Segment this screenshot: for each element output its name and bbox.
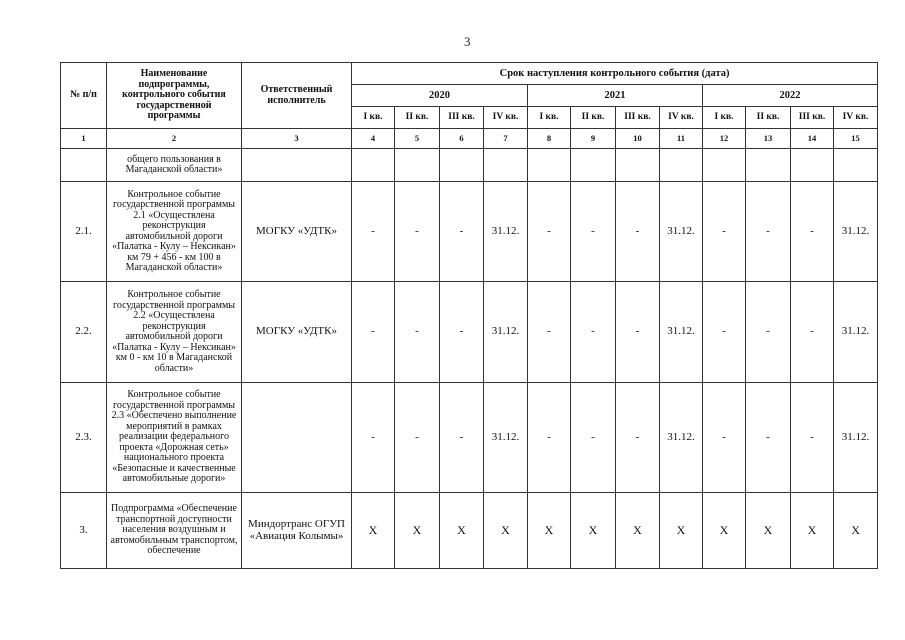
quarter-value: X: [571, 493, 616, 569]
column-index: 3: [242, 129, 352, 149]
quarter-value: [352, 149, 395, 182]
quarter-value: -: [528, 182, 571, 282]
row-responsible: [242, 149, 352, 182]
control-events-table: [60, 62, 878, 569]
quarter-value: [616, 149, 660, 182]
row-name: Контрольное событие государственной программы 2.1 «Осуществлена реконструкция автомобильной дороги «Палатка - Кулу – Нексикан» км 79 + 456 - км 100 в Магаданской области»: [107, 182, 242, 282]
quarter-value: -: [703, 282, 746, 383]
quarter-value: X: [616, 493, 660, 569]
quarter-value: [791, 149, 834, 182]
column-index: 15: [834, 129, 878, 149]
column-index: 12: [703, 129, 746, 149]
quarter-value: [528, 149, 571, 182]
quarter-value: -: [616, 383, 660, 493]
header-quarter: I кв.: [528, 107, 571, 129]
quarter-value: -: [746, 383, 791, 493]
header-year-2022: 2022: [703, 85, 878, 107]
row-responsible: МОГКУ «УДТК»: [242, 182, 352, 282]
quarter-value: [660, 149, 703, 182]
column-index: 6: [440, 129, 484, 149]
quarter-value: -: [440, 182, 484, 282]
column-index: 13: [746, 129, 791, 149]
quarter-value: X: [395, 493, 440, 569]
row-name: Контрольное событие государственной программы 2.3 «Обеспечено выполнение мероприятий в рамках реализации федерального проекта «Дорожная сеть» национального проекта «Безопасные и качественные автомобильные дороги»: [107, 383, 242, 493]
row-name: Контрольное событие государственной программы 2.2 «Осуществлена реконструкция автомобильной дороги «Палатка - Кулу – Нексикан» км 0 - км 10 в Магаданской области»: [107, 282, 242, 383]
quarter-value: -: [352, 383, 395, 493]
quarter-value: -: [571, 282, 616, 383]
table-header: [61, 63, 878, 149]
row-number: [61, 149, 107, 182]
header-quarter: I кв.: [352, 107, 395, 129]
quarter-value: -: [352, 182, 395, 282]
quarter-value: -: [395, 282, 440, 383]
row-number: 3.: [61, 493, 107, 569]
header-name: Наименование подпрограммы, контрольного события государственной программы: [107, 63, 242, 129]
quarter-value: [395, 149, 440, 182]
column-index: 10: [616, 129, 660, 149]
header-quarter: II кв.: [571, 107, 616, 129]
header-quarter: III кв.: [791, 107, 834, 129]
quarter-value: -: [571, 383, 616, 493]
table-row: [61, 383, 878, 493]
quarter-value: -: [703, 383, 746, 493]
quarter-value: X: [746, 493, 791, 569]
row-name: общего пользования в Магаданской области»: [107, 149, 242, 182]
quarter-value: -: [528, 383, 571, 493]
quarter-value: -: [616, 182, 660, 282]
quarter-value: [571, 149, 616, 182]
quarter-value: 31.12.: [660, 282, 703, 383]
row-responsible: МОГКУ «УДТК»: [242, 282, 352, 383]
header-responsible: Ответственный исполнитель: [242, 63, 352, 129]
quarter-value: -: [395, 182, 440, 282]
quarter-value: -: [571, 182, 616, 282]
column-index: 4: [352, 129, 395, 149]
column-index: 2: [107, 129, 242, 149]
quarter-value: -: [440, 383, 484, 493]
column-index: 7: [484, 129, 528, 149]
quarter-value: 31.12.: [484, 182, 528, 282]
quarter-value: [834, 149, 878, 182]
header-quarter: III кв.: [440, 107, 484, 129]
quarter-value: -: [791, 182, 834, 282]
quarter-value: X: [791, 493, 834, 569]
table-row: [61, 282, 878, 383]
quarter-value: [440, 149, 484, 182]
column-index: 5: [395, 129, 440, 149]
header-num: № п/п: [61, 63, 107, 129]
quarter-value: X: [352, 493, 395, 569]
quarter-value: -: [703, 182, 746, 282]
table-body: [61, 149, 878, 569]
quarter-value: -: [746, 182, 791, 282]
header-quarter: IV кв.: [660, 107, 703, 129]
quarter-value: X: [440, 493, 484, 569]
header-year-2021: 2021: [528, 85, 703, 107]
row-name: Подпрограмма «Обеспечение транспортной доступности населения воздушным и автомобильным транспортом, обеспечение: [107, 493, 242, 569]
quarter-value: 31.12.: [484, 282, 528, 383]
row-number: 2.1.: [61, 182, 107, 282]
quarter-value: -: [791, 282, 834, 383]
quarter-value: [484, 149, 528, 182]
quarter-value: [746, 149, 791, 182]
row-number: 2.3.: [61, 383, 107, 493]
quarter-value: -: [395, 383, 440, 493]
quarter-value: X: [834, 493, 878, 569]
quarter-value: X: [703, 493, 746, 569]
quarter-value: -: [791, 383, 834, 493]
quarter-value: -: [440, 282, 484, 383]
table-row: [61, 149, 878, 182]
quarter-value: -: [528, 282, 571, 383]
quarter-value: 31.12.: [484, 383, 528, 493]
page-number: 3: [464, 34, 471, 49]
quarter-value: X: [660, 493, 703, 569]
quarter-value: 31.12.: [834, 182, 878, 282]
header-quarter: IV кв.: [484, 107, 528, 129]
header-quarter: IV кв.: [834, 107, 878, 129]
quarter-value: -: [352, 282, 395, 383]
quarter-value: [703, 149, 746, 182]
quarter-value: -: [616, 282, 660, 383]
row-responsible: [242, 383, 352, 493]
quarter-value: X: [528, 493, 571, 569]
header-year-2020: 2020: [352, 85, 528, 107]
quarter-value: 31.12.: [660, 383, 703, 493]
quarter-value: 31.12.: [660, 182, 703, 282]
header-quarter: II кв.: [395, 107, 440, 129]
quarter-value: -: [746, 282, 791, 383]
column-index: 14: [791, 129, 834, 149]
quarter-value: 31.12.: [834, 282, 878, 383]
row-responsible: Миндортранс ОГУП «Авиация Колымы»: [242, 493, 352, 569]
table-row: [61, 493, 878, 569]
table-row: [61, 182, 878, 282]
row-number: 2.2.: [61, 282, 107, 383]
column-index: 8: [528, 129, 571, 149]
column-index: 9: [571, 129, 616, 149]
header-quarter: II кв.: [746, 107, 791, 129]
header-term: Срок наступления контрольного события (дата): [352, 63, 878, 85]
header-quarter: I кв.: [703, 107, 746, 129]
column-index: 11: [660, 129, 703, 149]
quarter-value: 31.12.: [834, 383, 878, 493]
quarter-value: X: [484, 493, 528, 569]
column-index: 1: [61, 129, 107, 149]
header-quarter: III кв.: [616, 107, 660, 129]
